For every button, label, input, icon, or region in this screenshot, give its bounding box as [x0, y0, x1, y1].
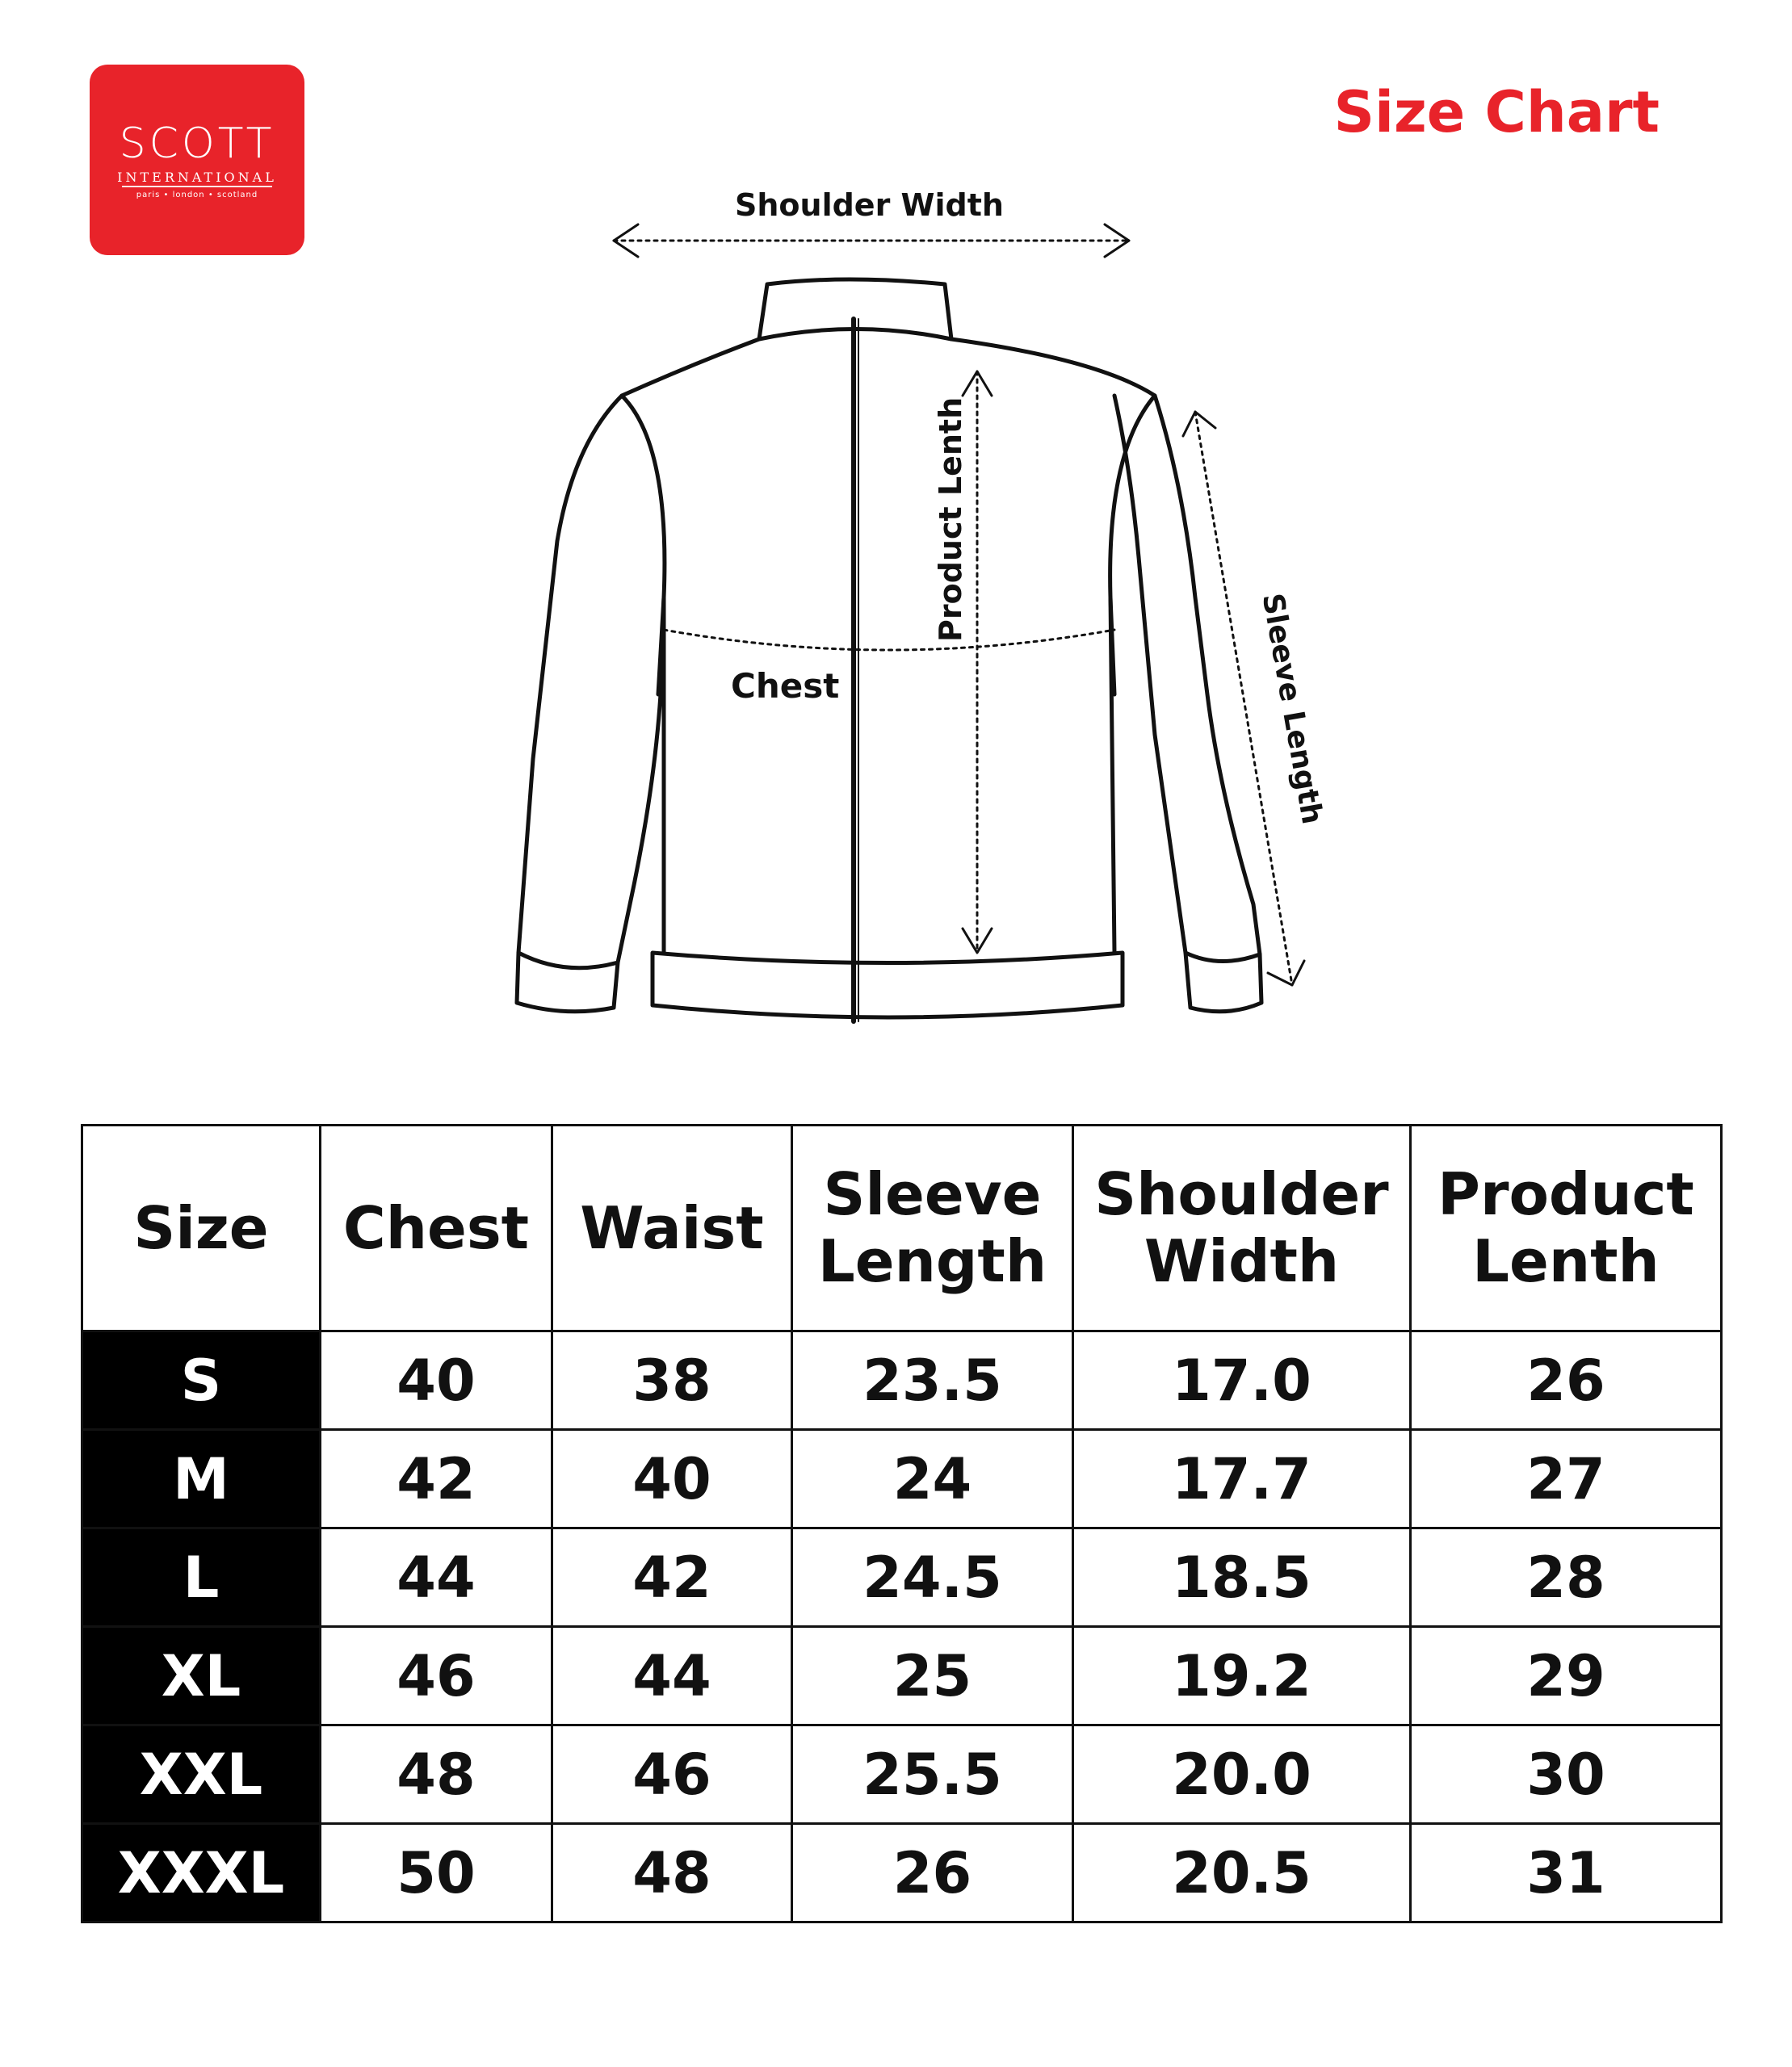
jacket-diagram [452, 178, 1357, 1034]
header-waist: Waist [552, 1126, 792, 1331]
shoulder-cell: 17.7 [1073, 1430, 1411, 1528]
sleeve-cell: 25 [792, 1627, 1073, 1725]
chest-cell: 50 [321, 1824, 552, 1922]
waist-cell: 48 [552, 1824, 792, 1922]
table-row [82, 1627, 1722, 1725]
product-length-label: Product Lenth [933, 396, 968, 642]
chest-label: Chest [731, 666, 840, 706]
table-row [82, 1528, 1722, 1627]
chest-cell: 48 [321, 1725, 552, 1824]
sleeve-cell: 25.5 [792, 1725, 1073, 1824]
waist-cell: 38 [552, 1331, 792, 1430]
shoulder-cell: 18.5 [1073, 1528, 1411, 1627]
sleeve-cell: 24.5 [792, 1528, 1073, 1627]
shoulder-cell: 17.0 [1073, 1331, 1411, 1430]
shoulder-cell: 20.5 [1073, 1824, 1411, 1922]
table-row [82, 1331, 1722, 1430]
header-sleeve-length: Sleeve Length [792, 1126, 1073, 1331]
size-table [81, 1124, 1723, 1923]
waist-cell: 46 [552, 1725, 792, 1824]
header-product-length: Product Lenth [1411, 1126, 1722, 1331]
jacket-illustration [452, 178, 1357, 1034]
logo-subtitle: INTERNATIONAL [117, 170, 277, 185]
table-row [82, 1725, 1722, 1824]
shoulder-cell: 19.2 [1073, 1627, 1411, 1725]
page-title: Size Chart [1333, 79, 1660, 145]
table-header-row [82, 1126, 1722, 1331]
size-cell: S [82, 1331, 321, 1430]
product-length-cell: 28 [1411, 1528, 1722, 1627]
header-size: Size [82, 1126, 321, 1331]
logo-brand-text: SCOTT [119, 119, 275, 168]
waist-cell: 44 [552, 1627, 792, 1725]
shoulder-width-label: Shoulder Width [735, 187, 1004, 223]
header-chest: Chest [321, 1126, 552, 1331]
sleeve-cell: 24 [792, 1430, 1073, 1528]
size-cell: XXL [82, 1725, 321, 1824]
waist-cell: 42 [552, 1528, 792, 1627]
brand-logo [90, 65, 304, 255]
sleeve-length-label: Sleeve Length [1255, 591, 1329, 827]
product-length-cell: 27 [1411, 1430, 1722, 1528]
chest-cell: 40 [321, 1331, 552, 1430]
logo-divider [122, 186, 272, 187]
product-length-cell: 29 [1411, 1627, 1722, 1725]
product-length-cell: 30 [1411, 1725, 1722, 1824]
table-row [82, 1430, 1722, 1528]
product-length-cell: 31 [1411, 1824, 1722, 1922]
product-length-cell: 26 [1411, 1331, 1722, 1430]
size-cell: M [82, 1430, 321, 1528]
shoulder-cell: 20.0 [1073, 1725, 1411, 1824]
chest-cell: 42 [321, 1430, 552, 1528]
logo-cities: paris • london • scotland [136, 191, 258, 199]
chest-cell: 44 [321, 1528, 552, 1627]
size-cell: XXXL [82, 1824, 321, 1922]
sleeve-cell: 26 [792, 1824, 1073, 1922]
header-shoulder-width: Shoulder Width [1073, 1126, 1411, 1331]
sleeve-cell: 23.5 [792, 1331, 1073, 1430]
size-cell: L [82, 1528, 321, 1627]
table-row [82, 1824, 1722, 1922]
size-cell: XL [82, 1627, 321, 1725]
waist-cell: 40 [552, 1430, 792, 1528]
chest-cell: 46 [321, 1627, 552, 1725]
